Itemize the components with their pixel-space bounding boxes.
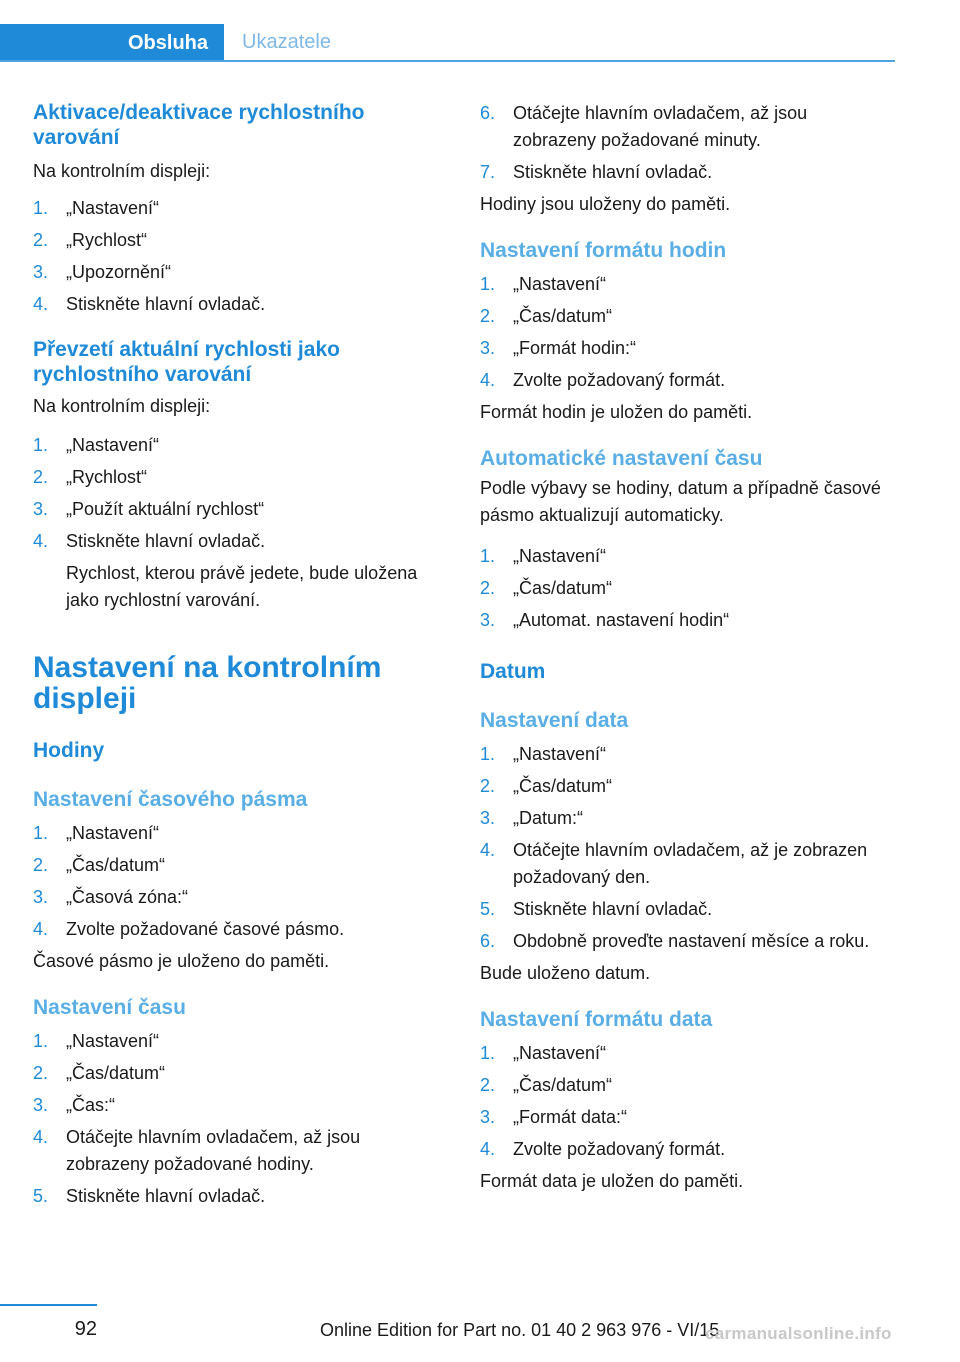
step-note: Rychlost, kterou právě jedete, bude uložena jako rychlostní varování. <box>66 563 418 610</box>
list-item: 1. „Nastavení“ <box>33 435 160 455</box>
list-item: 1. „Nastavení“ <box>480 1043 607 1063</box>
section-title: Nastavení formátu data <box>480 1008 713 1031</box>
list-item: 2. „Čas/datum“ <box>480 306 613 326</box>
list-item: 4. Zvolte požadované časové pásmo. <box>33 919 345 939</box>
list-item: 1. „Nastavení“ <box>480 546 607 566</box>
subsection-title: Datum <box>480 660 546 683</box>
list-item: 7. Stiskněte hlavní ovladač. <box>480 162 713 182</box>
list-item: 5. Stiskněte hlavní ovladač. <box>33 1186 266 1206</box>
subsection-title: Hodiny <box>33 739 105 762</box>
page-header <box>0 0 895 62</box>
steps-list <box>33 195 423 323</box>
left-column <box>33 100 423 1215</box>
result-text: Časové pásmo je uloženo do paměti. <box>33 951 330 971</box>
list-item: 3. „Formát data:“ <box>480 1107 628 1127</box>
tab-ukazatele[interactable]: Ukazatele <box>242 30 331 53</box>
steps-list <box>33 820 423 948</box>
right-column <box>480 100 895 1195</box>
page-number: 92 <box>74 1318 97 1340</box>
list-item: 1. „Nastavení“ <box>480 744 607 764</box>
footer-rule <box>0 1304 97 1306</box>
list-item: 1. „Nastavení“ <box>33 198 160 218</box>
section-title: Nastavení formátu hodin <box>480 239 727 262</box>
tab-obsluha[interactable]: Obsluha <box>0 24 224 62</box>
steps-list <box>33 432 423 560</box>
section-title: Převzetí aktuální rychlosti jako rychlostního varování <box>33 338 340 386</box>
list-item: 3. „Datum:“ <box>480 808 584 828</box>
list-item: 5. Stiskněte hlavní ovladač. <box>480 899 713 919</box>
section-title: Nastavení časového pásma <box>33 788 308 811</box>
list-item: 3. „Časová zóna:“ <box>33 887 189 907</box>
list-item: 2. „Čas/datum“ <box>33 1063 166 1083</box>
steps-list <box>480 1040 895 1168</box>
list-item: 2. „Čas/datum“ <box>480 776 613 796</box>
steps-list <box>480 543 895 639</box>
section-intro: Na kontrolním displeji: <box>33 396 211 416</box>
list-item: 3. „Upozornění“ <box>33 262 172 282</box>
result-text: Formát data je uložen do paměti. <box>480 1171 744 1191</box>
section-intro: Podle výbavy se hodiny, datum a případně časové pásmo aktualizují automaticky. <box>480 478 881 525</box>
list-item: 1. „Nastavení“ <box>33 823 160 843</box>
steps-list <box>33 1028 423 1215</box>
list-item: 1. „Nastavení“ <box>33 1031 160 1051</box>
list-item: 3. „Čas:“ <box>33 1095 115 1115</box>
list-item: 4. Zvolte požadovaný formát. <box>480 1139 726 1159</box>
list-item: 4. Stiskněte hlavní ovladač. <box>33 531 266 551</box>
edition-text: Online Edition for Part no. 01 40 2 963 976 - VI/15 <box>320 1320 720 1340</box>
list-item: 4. Stiskněte hlavní ovladač. <box>33 294 266 314</box>
header-rule <box>0 60 895 62</box>
list-item: 2. „Čas/datum“ <box>480 1075 613 1095</box>
list-item: 1. „Nastavení“ <box>480 274 607 294</box>
chapter-title: Nastavení na kontrolním displeji <box>33 651 382 715</box>
watermark: carmanualsonline.info <box>705 1324 892 1343</box>
section-title: Nastavení data <box>480 709 629 732</box>
section-intro: Na kontrolním displeji: <box>33 161 211 181</box>
list-item: 2. „Čas/datum“ <box>33 855 166 875</box>
list-item: 4. Otáčejte hlavním ovladačem, až je zobrazen požadovaný den. <box>480 840 868 887</box>
result-text: Hodiny jsou uloženy do paměti. <box>480 194 731 214</box>
list-item: 3. „Formát hodin:“ <box>480 338 637 358</box>
list-item: 2. „Čas/datum“ <box>480 578 613 598</box>
steps-list <box>480 741 895 960</box>
list-item: 2. „Rychlost“ <box>33 467 148 487</box>
steps-list <box>480 271 895 399</box>
list-item: 6. Otáčejte hlavním ovladačem, až jsou zobrazeny požadované minuty. <box>480 103 808 150</box>
list-item: 4. Otáčejte hlavním ovladačem, až jsou zobrazeny požadované hodiny. <box>33 1127 361 1174</box>
list-item: 2. „Rychlost“ <box>33 230 148 250</box>
section-title: Aktivace/deaktivace rychlostního varování <box>33 101 365 149</box>
list-item: 6. Obdobně proveďte nastavení měsíce a roku. <box>480 931 870 951</box>
list-item: 4. Zvolte požadovaný formát. <box>480 370 726 390</box>
list-item: 3. „Použít aktuální rychlost“ <box>33 499 265 519</box>
result-text: Formát hodin je uložen do paměti. <box>480 402 753 422</box>
result-text: Bude uloženo datum. <box>480 963 651 983</box>
steps-list <box>480 100 895 191</box>
section-title: Nastavení času <box>33 996 186 1019</box>
section-title: Automatické nastavení času <box>480 447 763 470</box>
list-item: 3. „Automat. nastavení hodin“ <box>480 610 730 630</box>
